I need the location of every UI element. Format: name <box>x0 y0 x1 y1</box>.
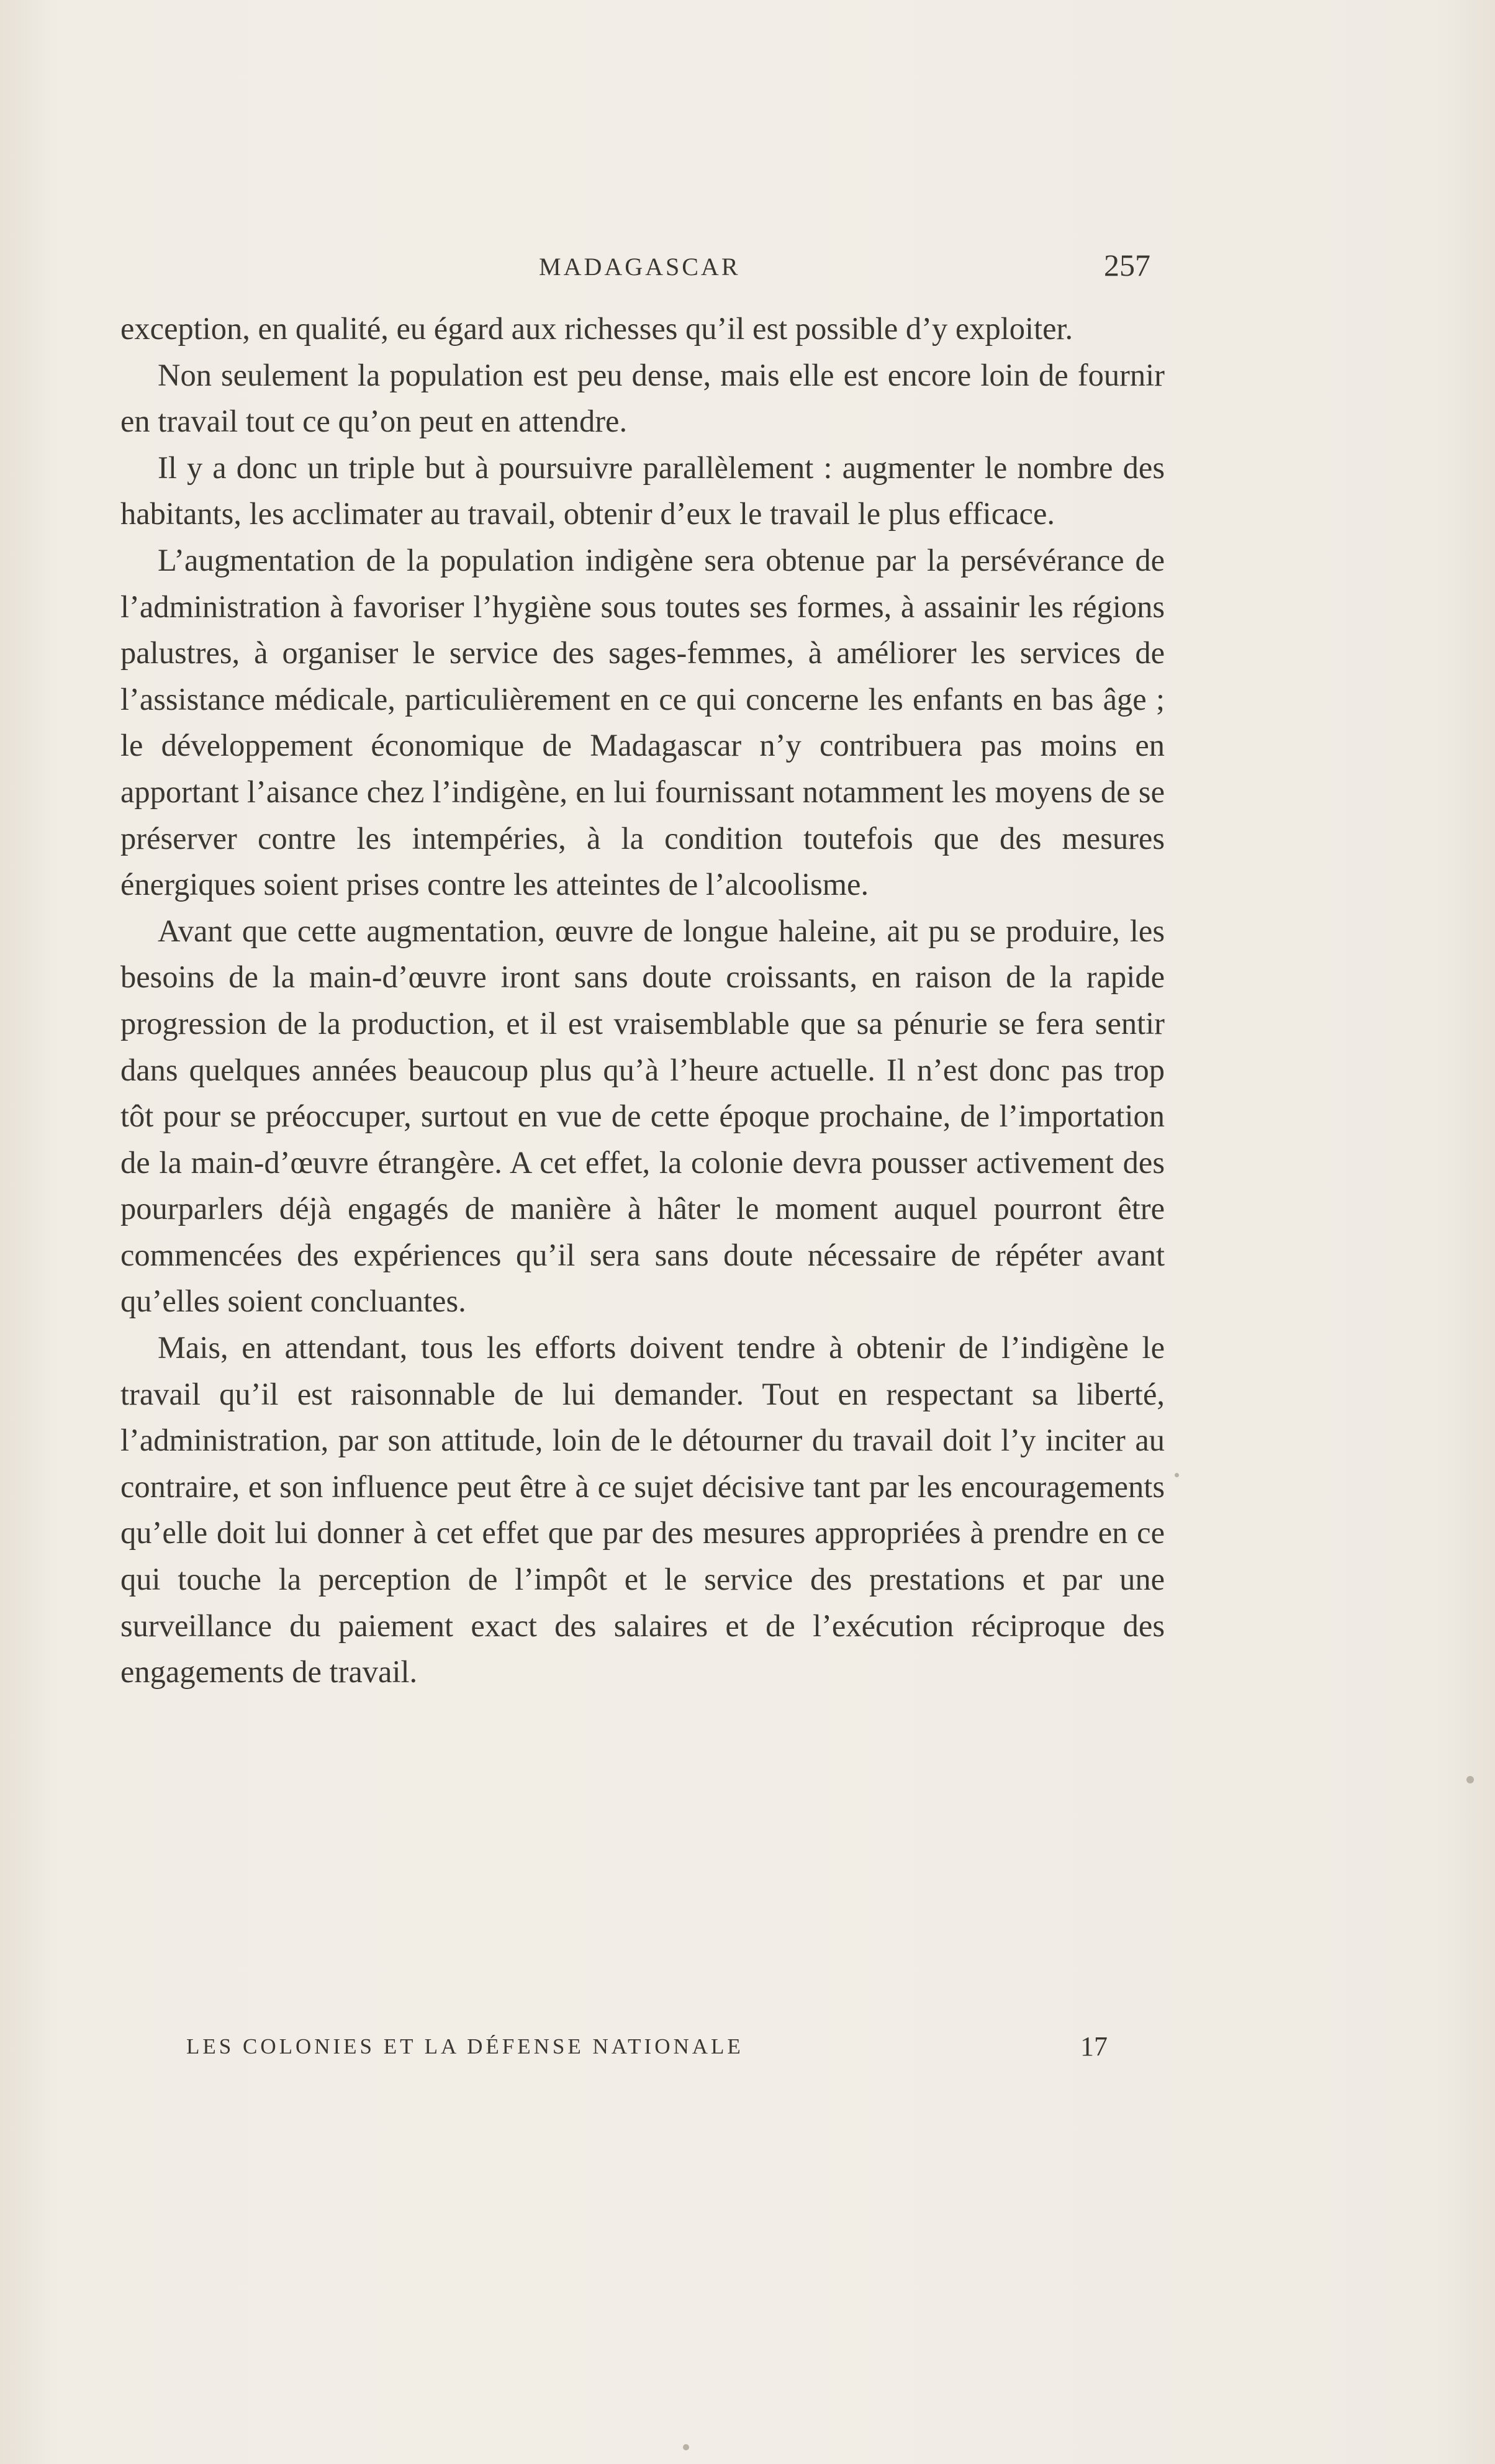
signature-number: 17 <box>1080 2031 1108 2062</box>
running-title: MADAGASCAR <box>539 253 741 281</box>
page-number: 257 <box>1104 248 1150 283</box>
paragraph: L’augmentation de la population indigène sera obtenue par la persévérance de l’administration à favoriser l’hygiène sous toutes ses formes, à assainir les régions palustres, à organiser le service des sages-femmes, à améliorer les services de l’assistance médicale, particulièrement en ce qui concerne les enfants en bas âge ; le développement économique de Madagascar n’y contribuera pas moins en apportant l’aisance chez l’indigène, en lui fournissant notamment les moyens de se préserver contre les intempéries, à la condition toutefois que des mesures énergiques soient prises contre les atteintes de l’alcoolisme. <box>120 542 1165 902</box>
signature-line: LES COLONIES ET LA DÉFENSE NATIONALE <box>186 2034 744 2059</box>
paragraph: Non seulement la population est peu dense, mais elle est encore loin de fournir en travail tout ce qu’on peut en attendre. <box>120 357 1165 439</box>
body-text <box>120 306 1165 1695</box>
paper-speck <box>1175 1473 1179 1477</box>
running-head <box>0 247 1495 284</box>
paper-speck <box>683 2444 689 2450</box>
paragraph: Il y a donc un triple but à poursuivre parallèlement : augmenter le nombre des habitants, les acclimater au travail, obtenir d’eux le travail le plus efficace. <box>120 450 1165 532</box>
paragraph: Avant que cette augmentation, œuvre de longue haleine, ait pu se produire, les besoins de la main-d’œuvre iront sans doute croissants, en raison de la rapide progression de la production, et il est vraisemblable que sa pénurie se fera sentir dans quelques années beaucoup plus qu’à l’heure actuelle. Il n’est donc pas trop tôt pour se préoccuper, surtout en vue de cette époque prochaine, de l’importation de la main-d’œuvre étrangère. A cet effet, la colonie devra pousser activement des pourparlers déjà engagés de manière à hâter le moment auquel pourront être commencées des expériences qu’il sera sans doute nécessaire de répéter avant qu’elles soient concluantes. <box>120 913 1165 1319</box>
paper-speck <box>1466 1776 1474 1783</box>
paragraph: Mais, en attendant, tous les efforts doivent tendre à obtenir de l’indigène le travail qu’il est raisonnable de lui demander. Tout en respectant sa liberté, l’administration, par son attitude, loin de le détourner du travail doit l’y inciter au contraire, et son influence peut être à ce sujet décisive tant par les encouragements qu’elle doit lui donner à cet effet que par des mesures appropriées à prendre en ce qui touche la perception de l’impôt et le service des prestations et par une surveillance du paiement exact des salaires et de l’exécution réciproque des engagements de travail. <box>120 1330 1165 1690</box>
paragraph-continuation: exception, en qualité, eu égard aux richesses qu’il est possible d’y exploiter. <box>120 311 1073 346</box>
